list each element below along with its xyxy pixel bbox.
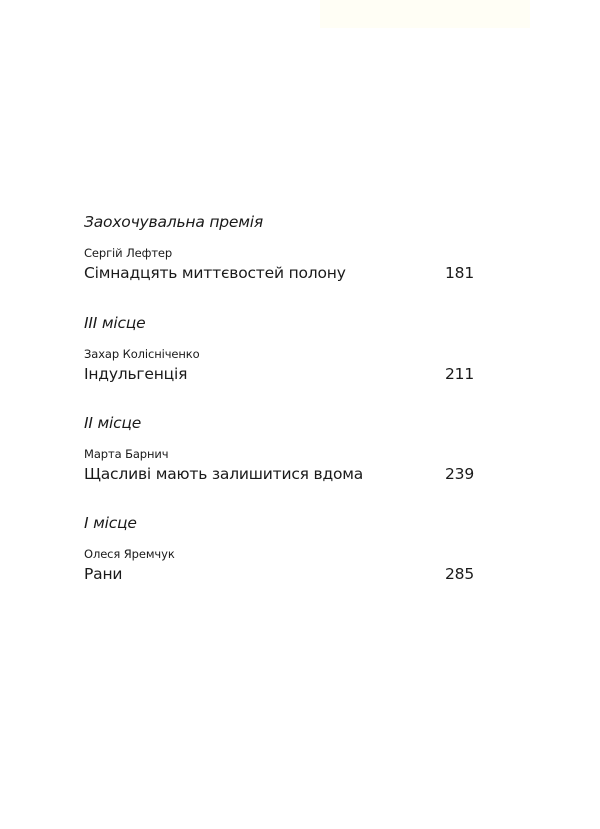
- story-title: Щасливі мають залишитися вдома: [84, 465, 364, 483]
- page-number: 285: [445, 565, 474, 583]
- story-title: Індульгенція: [84, 365, 188, 383]
- toc-entry[interactable]: [84, 365, 474, 387]
- page-number: 181: [445, 264, 474, 282]
- section-heading: І місце: [84, 514, 137, 532]
- author-name: Захар Колісніченко: [84, 347, 200, 361]
- story-title: Рани: [84, 565, 123, 583]
- page-number: 211: [445, 365, 474, 383]
- author-name: Олеся Яремчук: [84, 547, 175, 561]
- author-name: Сергій Лефтер: [84, 246, 173, 260]
- section-heading: ІІІ місце: [84, 314, 146, 332]
- author-name: Марта Барнич: [84, 447, 169, 461]
- section-heading: ІІ місце: [84, 414, 142, 432]
- story-title: Сімнадцять миттєвостей полону: [84, 264, 346, 282]
- paper-tint: [320, 0, 530, 28]
- toc-entry[interactable]: [84, 465, 474, 487]
- toc-entry[interactable]: [84, 264, 474, 286]
- section-heading: Заохочувальна премія: [84, 213, 263, 231]
- toc-entry[interactable]: [84, 565, 474, 587]
- page-number: 239: [445, 465, 474, 483]
